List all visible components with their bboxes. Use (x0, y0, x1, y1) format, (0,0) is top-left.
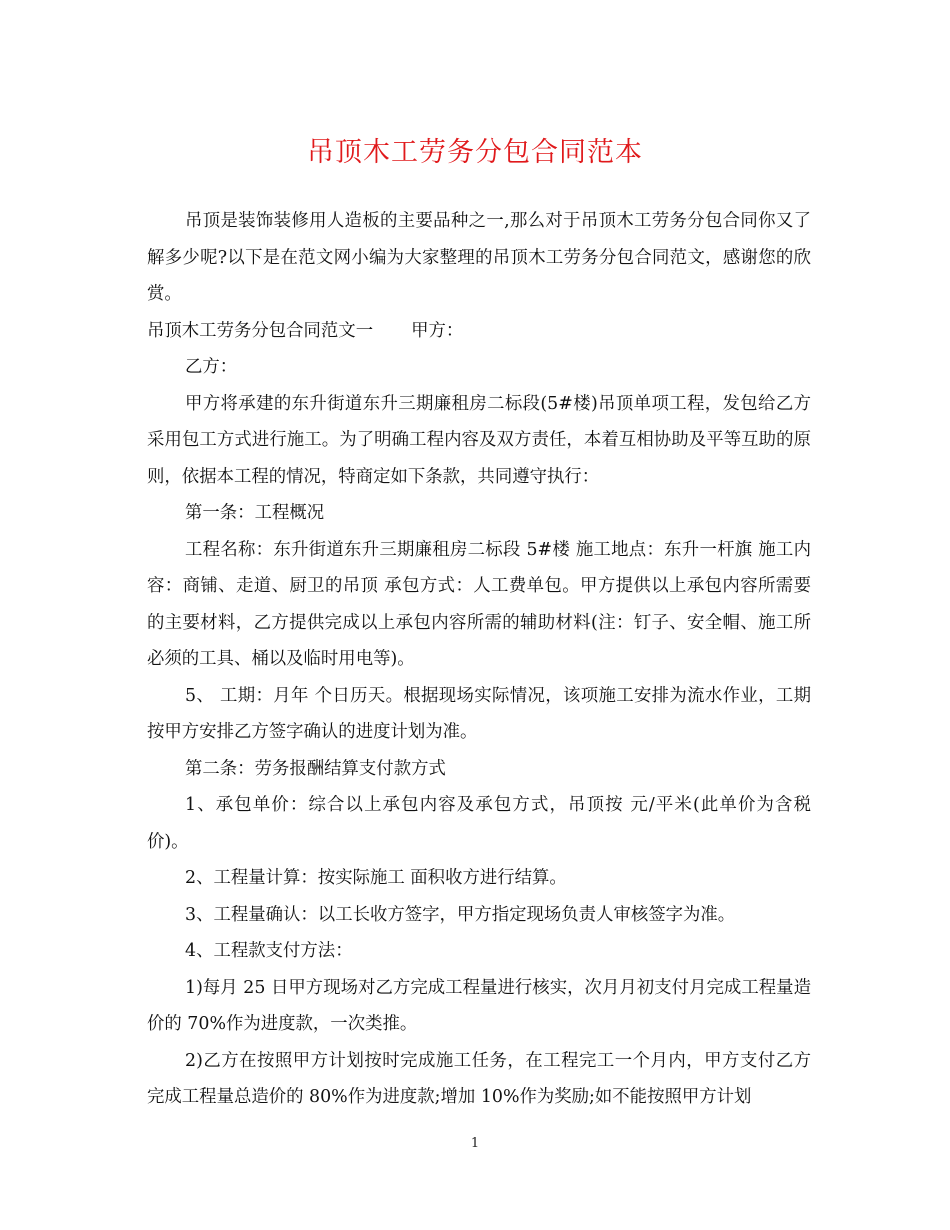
party-b-label: 乙方： (185, 357, 238, 377)
document-title: 吊顶木工劳务分包合同范本 (307, 137, 643, 168)
unit-price-paragraph: 1、承包单价：综合以上承包内容及承包方式，吊顶按 元/平米(此单价为含税价)。 (147, 795, 811, 852)
completion-payment-paragraph: 2)乙方在按照甲方计划按时完成施工任务，在工程完工一个月内，甲方支付乙方完成工程量总造价的 80%作为进度款;增加 10%作为奖励;如不能按照甲方计划 (147, 1050, 811, 1107)
intro-paragraph: 吊顶是装饰装修用人造板的主要品种之一,那么对于吊顶木工劳务分包合同你又了解多少呢?以下是在范文网小编为大家整理的吊顶木工劳务分包合同范文，感谢您的欣赏。 (147, 211, 811, 304)
project-overview-paragraph: 工程名称：东升街道东升三期廉租房二标段 5#楼 施工地点：东升一杆旗 施工内容：商铺、走道、厨卫的吊顶 承包方式：人工费单包。甲方提供以上承包内容所需要的主要材料，乙方提供完成以上承包内容所需的辅助材料(注：钉子、安全帽、施工所必须的工具、桶以及临时用电等)。 (147, 539, 811, 669)
construction-period-paragraph: 5、 工期：月年 个日历天。根据现场实际情况，该项施工安排为流水作业，工期按甲方安排乙方签字确认的进度计划为准。 (147, 685, 811, 742)
party-a-label: 甲方： (411, 320, 464, 341)
article-two-heading: 第二条：劳务报酬结算支付款方式 (185, 758, 446, 779)
page-number: 1 (470, 1136, 480, 1151)
monthly-payment-paragraph: 1)每月 25 日甲方现场对乙方完成工程量进行核实，次月月初支付月完成工程量造价的 70%作为进度款，一次类推。 (147, 977, 811, 1034)
article-one-heading: 第一条：工程概况 (185, 503, 325, 523)
quantity-calculation-paragraph: 2、工程量计算：按实际施工 面积收方进行结算。 (185, 868, 567, 888)
section-heading-line (147, 313, 811, 350)
contract-preamble: 甲方将承建的东升街道东升三期廉租房二标段(5#楼)吊顶单项工程，发包给乙方采用包工方式进行施工。为了明确工程内容及双方责任，本着互相协助及平等互助的原则，依据本工程的情况，特商定如下条款，共同遵守执行： (147, 393, 811, 487)
payment-method-heading: 4、工程款支付方法： (185, 941, 353, 961)
quantity-confirmation-paragraph: 3、工程量确认：以工长收方签字，甲方指定现场负责人审核签字为准。 (185, 904, 736, 925)
document-body (147, 203, 811, 1116)
contract-sample-heading: 吊顶木工劳务分包合同范文一 (147, 320, 374, 341)
